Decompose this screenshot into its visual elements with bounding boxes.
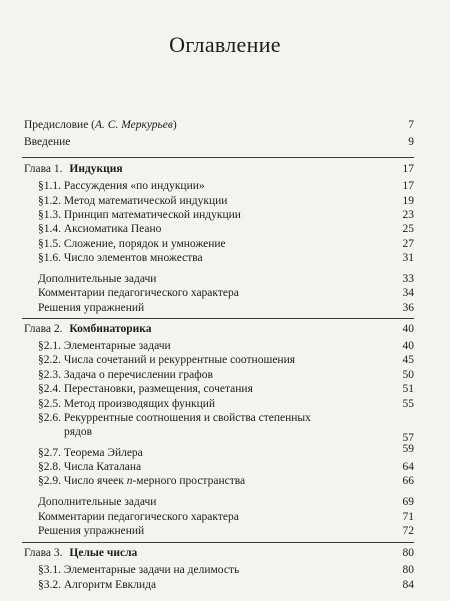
toc-extra[interactable]	[38, 510, 414, 524]
page-number: 33	[402, 273, 414, 285]
toc-extra[interactable]	[38, 286, 414, 300]
page-number: 51	[402, 383, 414, 395]
page-number: 80	[402, 547, 414, 559]
page-number: 9	[408, 136, 414, 148]
section-title: Элементарные задачи на делимость	[63, 564, 240, 576]
entry-text: Введение	[24, 136, 71, 148]
section-number: §2.3.	[38, 369, 61, 381]
toc-extra[interactable]	[38, 524, 414, 538]
toc-section[interactable]	[38, 368, 414, 382]
page-title: Оглавление	[169, 32, 281, 57]
toc-extra[interactable]	[38, 272, 414, 286]
section-title: Сложение, порядок и умножение	[63, 238, 226, 250]
page-number: 23	[402, 209, 414, 221]
section-title: Принцип математической индукции	[63, 209, 241, 221]
toc-section-continued[interactable]	[38, 425, 414, 444]
page-number: 64	[402, 461, 414, 473]
page-number: 57	[402, 432, 414, 444]
section-number: §2.2.	[38, 354, 61, 366]
page-number: 36	[402, 302, 414, 314]
section-number: §1.5.	[38, 238, 61, 250]
toc-chapter-1[interactable]	[24, 162, 414, 176]
section-title: Метод математической индукции	[63, 195, 228, 207]
page-number: 7	[408, 119, 414, 131]
toc-extra[interactable]	[38, 495, 414, 509]
section-number: §2.7.	[38, 447, 61, 459]
chapter-label: Глава 3.	[24, 547, 63, 559]
toc-section[interactable]	[38, 194, 414, 208]
toc-section[interactable]	[38, 578, 414, 592]
toc-section[interactable]	[38, 397, 414, 411]
extra-title: Дополнительные задачи	[38, 496, 157, 508]
toc-section[interactable]	[38, 237, 414, 251]
toc-section[interactable]	[38, 208, 414, 222]
section-number: §2.1.	[38, 340, 61, 352]
page-number: 31	[402, 252, 414, 264]
section-number: §2.4.	[38, 383, 61, 395]
entry-text-end: )	[172, 119, 177, 131]
section-number: §1.4.	[38, 223, 61, 235]
page-number: 55	[402, 398, 414, 410]
toc-section[interactable]	[38, 382, 414, 396]
extra-title: Решения упражнений	[38, 302, 145, 314]
toc-section[interactable]	[38, 179, 414, 193]
section-number: §2.5.	[38, 398, 61, 410]
section-title: Перестановки, размещения, сочетания	[63, 383, 253, 395]
section-title: Задача о перечислении графов	[63, 369, 213, 381]
toc-section[interactable]	[38, 251, 414, 265]
toc-extra[interactable]	[38, 301, 414, 315]
section-number: §2.6.	[38, 412, 61, 424]
section-number: §1.6.	[38, 252, 61, 264]
page-number: 80	[402, 564, 414, 576]
toc-section[interactable]	[38, 353, 414, 367]
page-number: 40	[402, 340, 414, 352]
extra-title: Комментарии педагогического характера	[38, 511, 239, 523]
chapter-name: Целые числа	[69, 547, 138, 559]
section-number: §2.9.	[38, 475, 61, 487]
section-number: §1.2.	[38, 195, 61, 207]
page-number: 72	[402, 525, 414, 537]
section-number: §3.1.	[38, 564, 61, 576]
section-title: Числа Каталана	[63, 461, 142, 473]
page-number: 71	[402, 511, 414, 523]
section-title-italic: n	[126, 475, 133, 487]
section-number: §1.3.	[38, 209, 61, 221]
section-title: Рассуждения «по индукции»	[63, 180, 205, 192]
page-number: 50	[402, 369, 414, 381]
section-title-continued: рядов	[64, 426, 93, 438]
page-number: 45	[402, 354, 414, 366]
divider	[22, 542, 414, 543]
toc-section[interactable]	[38, 563, 414, 577]
page-number: 40	[402, 323, 414, 335]
entry-text: Предисловие (	[24, 119, 95, 131]
page-number: 69	[402, 496, 414, 508]
toc-section[interactable]	[38, 474, 414, 488]
chapter-label: Глава 1.	[24, 163, 63, 175]
section-title: Элементарные задачи	[63, 340, 171, 352]
section-title-end: -мерного пространства	[132, 475, 246, 487]
page-number: 17	[402, 163, 414, 175]
toc-section[interactable]	[38, 443, 414, 460]
extra-title: Дополнительные задачи	[38, 273, 157, 285]
chapter-label: Глава 2.	[24, 323, 63, 335]
section-title: Число ячеек	[63, 475, 127, 487]
toc-chapter-3[interactable]	[24, 546, 414, 560]
toc-section[interactable]	[38, 222, 414, 236]
section-title: Теорема Эйлера	[63, 447, 143, 459]
section-number: §3.2.	[38, 579, 61, 591]
chapter-name: Индукция	[69, 163, 123, 175]
toc-entry-introduction[interactable]	[24, 135, 414, 149]
extra-title: Комментарии педагогического характера	[38, 287, 239, 299]
page-number: 27	[402, 238, 414, 250]
toc-section[interactable]	[38, 339, 414, 353]
toc-section[interactable]	[38, 460, 414, 474]
chapter-name: Комбинаторика	[69, 323, 152, 335]
section-title: Рекуррентные соотношения и свойства степенных	[63, 412, 311, 424]
section-title: Аксиоматика Пеано	[63, 223, 162, 235]
page-number: 19	[402, 195, 414, 207]
section-title: Числа сочетаний и рекуррентные соотношения	[63, 354, 296, 366]
section-title: Алгоритм Евклида	[63, 579, 157, 591]
page-number: 66	[402, 475, 414, 487]
page-number: 59	[402, 443, 414, 455]
page-number: 25	[402, 223, 414, 235]
toc-chapter-2[interactable]	[24, 322, 414, 336]
section-title: Метод производящих функций	[63, 398, 216, 410]
section-number: §1.1.	[38, 180, 61, 192]
section-title: Число элементов множества	[63, 252, 203, 264]
page-number: 34	[402, 287, 414, 299]
extra-title: Решения упражнений	[38, 525, 145, 537]
divider	[22, 157, 414, 158]
page-number: 17	[402, 180, 414, 192]
entry-author: А. С. Меркурьев	[95, 119, 173, 131]
toc-section[interactable]	[38, 411, 414, 425]
section-number: §2.8.	[38, 461, 61, 473]
page-number: 84	[402, 579, 414, 591]
toc-entry-preface[interactable]	[24, 118, 414, 132]
divider	[22, 318, 414, 319]
